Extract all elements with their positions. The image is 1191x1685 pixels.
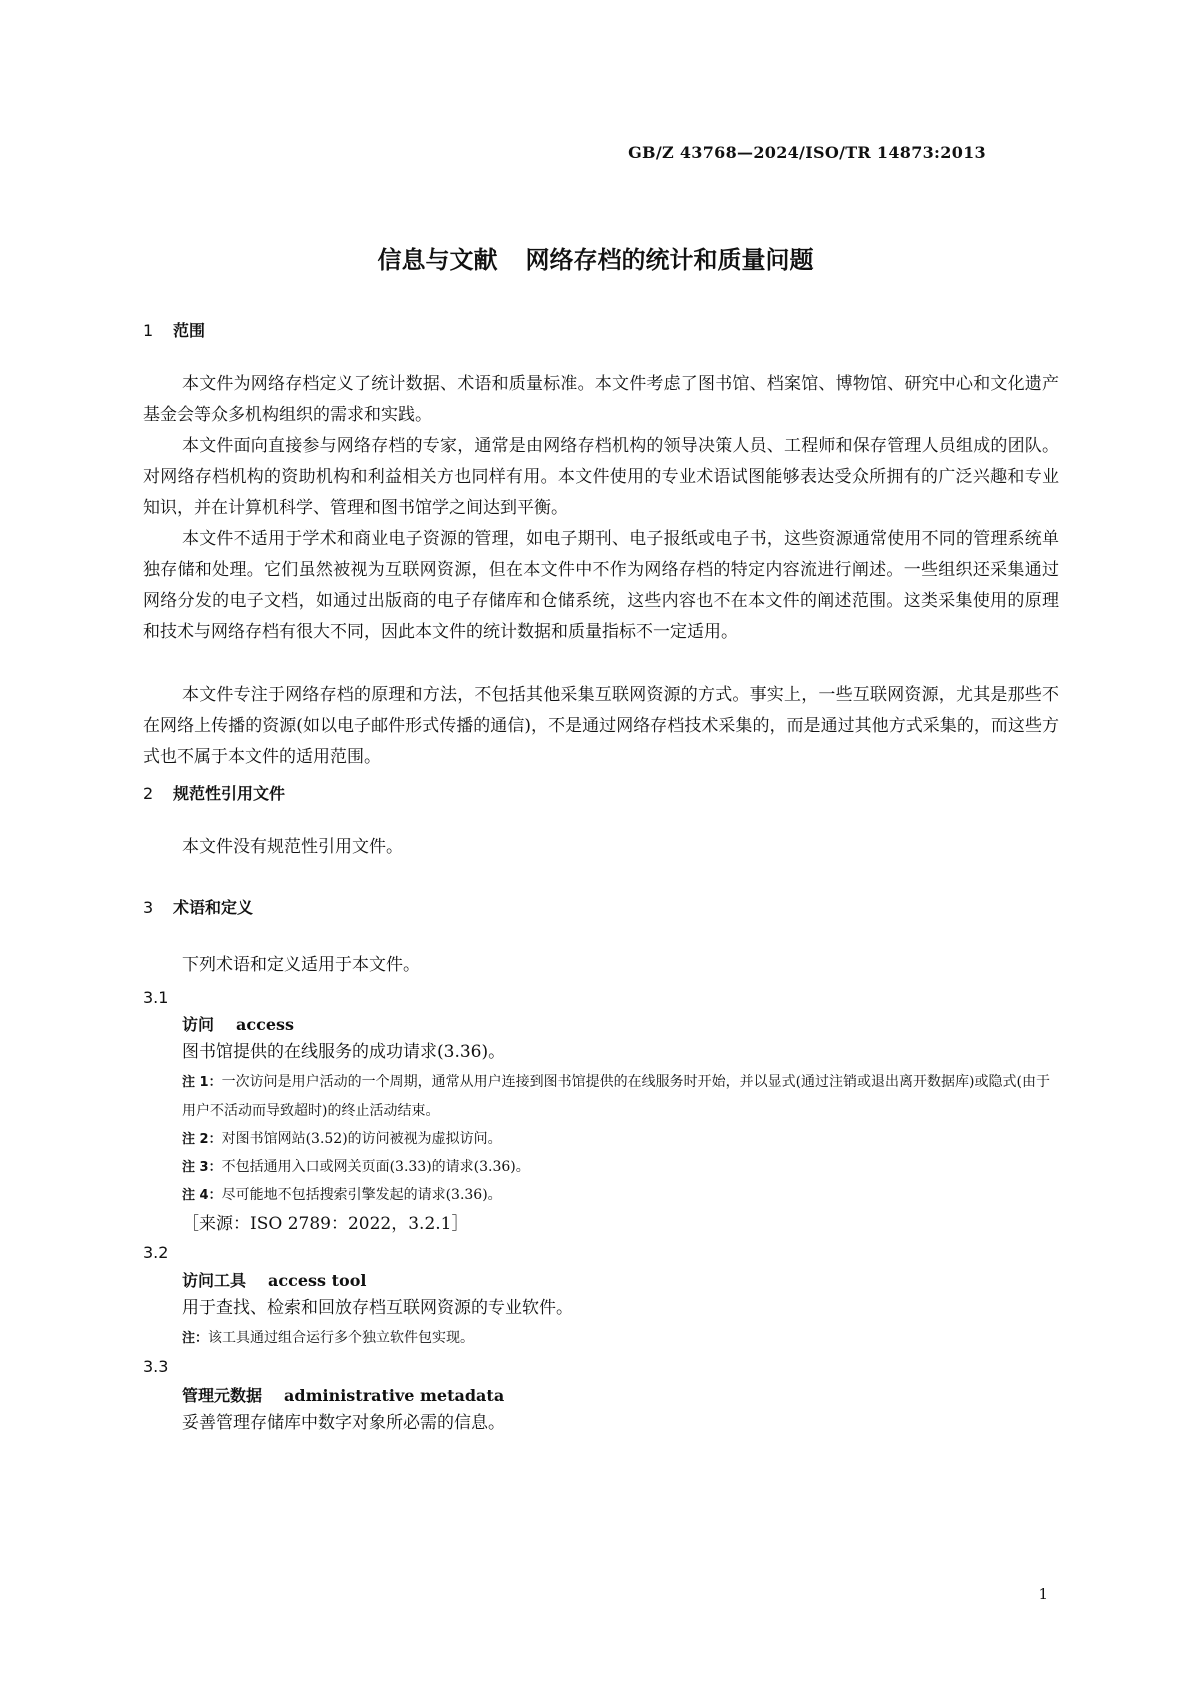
section-heading-normative (143, 781, 285, 804)
term-heading (182, 1268, 366, 1291)
note-text: 不包括通用入口或网关页面(3.33)的请求(3.36)。 (221, 1159, 530, 1175)
scope-paragraph-3: 本文件不适用于学术和商业电子资源的管理，如电子期刊、电子报纸或电子书，这些资源通常使用不同的管理系统单独存储和处理。它们虽然被视为互联网资源，但在本文件中不作为网络存档的特定内容流进行阐述。一些组织还采集通过网络分发的电子文档，如通过出版商的电子存储库和仓储系统，这些内容也不在本文件的阐述范围。这类采集使用的原理和技术与网络存档有很大不同，因此本文件的统计数据和质量指标不一定适用。 (143, 529, 1059, 642)
note-text: 该工具通过组合运行多个独立软件包实现。 (208, 1330, 475, 1346)
title-part1: 信息与文献 (377, 246, 498, 274)
term-note (182, 1125, 1059, 1154)
section-title: 术语和定义 (173, 898, 254, 917)
term-number: 3.2 (143, 1243, 169, 1262)
section-number: 2 (143, 784, 154, 803)
term-zh: 访问工具 (182, 1271, 247, 1290)
term-note (182, 1068, 1059, 1125)
note-label: 注 3： (182, 1160, 222, 1175)
normative-text: 本文件没有规范性引用文件。 (182, 837, 403, 857)
note-text: 尽可能地不包括搜索引擎发起的请求(3.36)。 (221, 1187, 502, 1203)
term-definition: 图书馆提供的在线服务的成功请求(3.36)。 (182, 1042, 506, 1062)
note-label: 注 1： (182, 1075, 222, 1090)
section-title: 规范性引用文件 (173, 784, 286, 803)
term-source: ［来源：ISO 2789：2022，3.2.1］ (182, 1214, 469, 1234)
scope-paragraph-1: 本文件为网络存档定义了统计数据、术语和质量标准。本文件考虑了图书馆、档案馆、博物馆、研究中心和文化遗产基金会等众多机构组织的需求和实践。 (143, 374, 1059, 425)
term-note (182, 1181, 1059, 1210)
document-title (0, 240, 1191, 275)
section-number: 3 (143, 898, 154, 917)
scope-paragraph-4: 本文件专注于网络存档的原理和方法，不包括其他采集互联网资源的方式。事实上，一些互联网资源，尤其是那些不在网络上传播的资源(如以电子邮件形式传播的通信)，不是通过网络存档技术采集的，而是通过其他方式采集的，而这些方式也不属于本文件的适用范围。 (143, 685, 1059, 767)
term-definition: 用于查找、检索和回放存档互联网资源的专业软件。 (182, 1298, 573, 1318)
note-label: 注 4： (182, 1188, 222, 1203)
section-heading-terms (143, 895, 253, 918)
section-heading-scope (143, 318, 205, 341)
term-en: access tool (268, 1271, 367, 1290)
term-number: 3.1 (143, 988, 169, 1007)
term-heading (182, 1383, 504, 1406)
standard-number: GB/Z 43768—2024/ISO/TR 14873:2013 (628, 143, 986, 162)
section-title: 范围 (173, 321, 206, 340)
scope-paragraph-2: 本文件面向直接参与网络存档的专家，通常是由网络存档机构的领导决策人员、工程师和保存管理人员组成的团队。对网络存档机构的资助机构和利益相关方也同样有用。本文件使用的专业术语试图能够表达受众所拥有的广泛兴趣和专业知识，并在计算机科学、管理和图书馆学之间达到平衡。 (143, 436, 1059, 518)
note-label: 注： (182, 1331, 209, 1346)
term-definition: 妥善管理存储库中数字对象所必需的信息。 (182, 1413, 505, 1433)
note-text: 一次访问是用户活动的一个周期，通常从用户连接到图书馆提供的在线服务时开始，并以显式(通过注销或退出离开数据库)或隐式(由于用户不活动而导致超时)的终止活动结束。 (182, 1074, 1050, 1119)
term-zh: 访问 (182, 1015, 215, 1034)
term-note (182, 1153, 1059, 1182)
term-heading (182, 1012, 294, 1035)
term-zh: 管理元数据 (182, 1386, 263, 1405)
note-text: 对图书馆网站(3.52)的访问被视为虚拟访问。 (221, 1131, 502, 1147)
term-note (182, 1324, 1059, 1353)
page-number: 1 (1038, 1585, 1048, 1603)
note-label: 注 2： (182, 1132, 222, 1147)
term-number: 3.3 (143, 1357, 169, 1376)
term-en: administrative metadata (284, 1386, 505, 1405)
title-part2: 网络存档的统计和质量问题 (525, 246, 814, 274)
section-number: 1 (143, 321, 154, 340)
term-en: access (236, 1015, 295, 1034)
terms-intro: 下列术语和定义适用于本文件。 (182, 955, 420, 975)
